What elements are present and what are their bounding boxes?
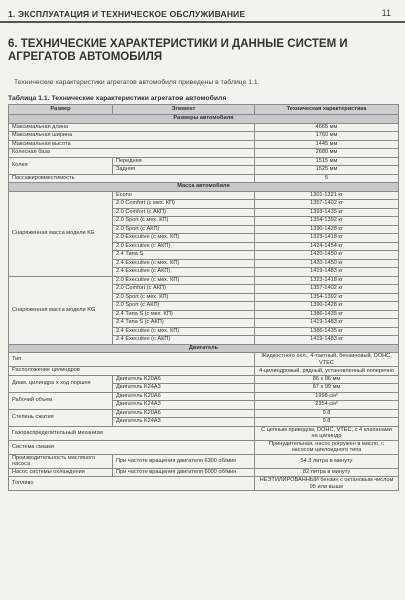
- table-row: [9, 140, 399, 149]
- table-row: [9, 440, 399, 454]
- row-value: 4-цилиндровый, рядный, установленный поперечно: [255, 367, 399, 376]
- row-element: 2.4 Типа S (с АКП): [113, 319, 255, 328]
- row-value: 1419-1483 кг: [255, 336, 399, 345]
- row-value: 1424-1454 кг: [255, 242, 399, 251]
- row-element: 2.0 Comfort (с мех. КП): [113, 200, 255, 209]
- column-header: Размер: [9, 105, 113, 115]
- table-row: [9, 149, 399, 158]
- row-element: 2.4 Executive (с мех. КП): [113, 259, 255, 268]
- row-value: Жидкостного охл., 4-тактный, бензиновый, DOHC, VTEC: [255, 353, 399, 367]
- table-row: [9, 174, 399, 183]
- row-element: Двигатель K24A3: [113, 401, 255, 410]
- row-value: 1357-1402 кг: [255, 200, 399, 209]
- row-value: 1420-1450 кг: [255, 251, 399, 260]
- row-element: 2.4 Типа S: [113, 251, 255, 260]
- row-value: 9.8: [255, 418, 399, 427]
- row-element: 2.0 Comfort (с АКП): [113, 208, 255, 217]
- row-value: 1323-1418 кг: [255, 234, 399, 243]
- table-row: [9, 132, 399, 141]
- row-label: Максимальная длина: [9, 123, 255, 132]
- table-row: [9, 353, 399, 367]
- row-element: Двигатель K24A3: [113, 384, 255, 393]
- table-row: [9, 454, 399, 468]
- row-element: 2.4 Executive (с АКП): [113, 268, 255, 277]
- row-label: Снаряженная масса модели KE: [9, 191, 113, 276]
- row-value: 1354-1392 кг: [255, 293, 399, 302]
- row-label: Колея: [9, 157, 113, 174]
- column-header: Элемент: [113, 105, 255, 115]
- row-value: 1386-1435 кг: [255, 327, 399, 336]
- row-value: 1525 мм: [255, 166, 399, 175]
- row-label: Максимальная высота: [9, 140, 255, 149]
- row-value: 1760 мм: [255, 132, 399, 141]
- row-label: Газораспределительный механизм: [9, 426, 255, 440]
- table-row: [9, 426, 399, 440]
- row-value: 1390-1428 кг: [255, 225, 399, 234]
- row-value: 1998 см³: [255, 392, 399, 401]
- table-row: [9, 367, 399, 376]
- row-element: 2.0 Executive (с мех. КП): [113, 234, 255, 243]
- row-value: 2354 см³: [255, 401, 399, 410]
- section-row-engine: Двигатель: [9, 344, 399, 353]
- table-row: [9, 477, 399, 491]
- row-element: Двигатель K20A6: [113, 409, 255, 418]
- row-element: Двигатель K20A6: [113, 375, 255, 384]
- row-label: Тип: [9, 353, 255, 367]
- row-value: 4665 мм: [255, 123, 399, 132]
- section-row-mass: Масса автомобиля: [9, 183, 399, 192]
- row-value: 1419-1483 кг: [255, 319, 399, 328]
- row-value: Принудительная, насос погружен в масло, с насосом циклоидного типа: [255, 440, 399, 454]
- page-header: [0, 0, 405, 26]
- row-value: С цепным приводом, DOHC, VTEC, с 4 клапанами на цилиндр: [255, 426, 399, 440]
- page-number: 11: [381, 8, 391, 18]
- table-row: [9, 392, 399, 401]
- row-element: 2.0 Sport (с АКП): [113, 302, 255, 311]
- row-element: Передняя: [113, 157, 255, 166]
- table-row: [9, 276, 399, 285]
- row-value: 9.8: [255, 409, 399, 418]
- row-value: 82 литра в минуту: [255, 468, 399, 477]
- row-element: Задняя: [113, 166, 255, 175]
- spec-table: [8, 104, 399, 491]
- row-value: 86 x 86 мм: [255, 375, 399, 384]
- row-value: 1386-1435 кг: [255, 310, 399, 319]
- table-body: [9, 115, 399, 491]
- row-value: 2680 мм: [255, 149, 399, 158]
- row-element: Econo: [113, 191, 255, 200]
- row-element: 2.0 Sport (с мех. КП): [113, 217, 255, 226]
- table-row: [9, 468, 399, 477]
- row-value: 1354-1392 кг: [255, 217, 399, 226]
- row-element: При частоте вращения двигателя 6000 об/мин: [113, 468, 255, 477]
- row-element: 2.0 Executive (с АКП): [113, 242, 255, 251]
- row-label: Расположение цилиндров: [9, 367, 255, 376]
- row-value: 1419-1483 кг: [255, 268, 399, 277]
- row-value: НЕЭТИЛИРОВАННЫЙ бензин с октановым числом 95 или выше: [255, 477, 399, 491]
- row-value: 1393-1435 кг: [255, 208, 399, 217]
- table-row: [9, 375, 399, 384]
- row-label: Пассажировместимость: [9, 174, 255, 183]
- table-row: [9, 123, 399, 132]
- row-label: Колесная база: [9, 149, 255, 158]
- page-title: 6. ТЕХНИЧЕСКИЕ ХАРАКТЕРИСТИКИ И ДАННЫЕ СИСТЕМ И АГРЕГАТОВ АВТОМОБИЛЯ: [8, 38, 348, 63]
- row-element: 2.4 Executive (с АКП): [113, 336, 255, 345]
- intro-text: Технические характеристики агрегатов автомобиля приведены в таблице 1.1.: [14, 79, 260, 86]
- row-label: Диам. цилиндра x ход поршня: [9, 375, 113, 392]
- row-label: Топливо: [9, 477, 255, 491]
- row-element: 2.0 Sport (с мех. КП): [113, 293, 255, 302]
- row-value: 1301-1321 кг: [255, 191, 399, 200]
- section-row-dimensions: Размеры автомобиля: [9, 115, 399, 124]
- row-value: 1323-1418 кг: [255, 276, 399, 285]
- section-header: 1. ЭКСПЛУАТАЦИЯ И ТЕХНИЧЕСКОЕ ОБСЛУЖИВАНИЕ: [8, 9, 246, 19]
- row-value: 1357-1402 кг: [255, 285, 399, 294]
- row-label: Рабочий объем: [9, 392, 113, 409]
- row-element: При частоте вращения двигателя 6300 об/мин: [113, 454, 255, 468]
- table-row: [9, 409, 399, 418]
- table-header-row: [9, 105, 399, 115]
- row-value: 1445 мм: [255, 140, 399, 149]
- row-element: 2.0 Sport (с АКП): [113, 225, 255, 234]
- row-element: 2.4 Типа S (с мех. КП): [113, 310, 255, 319]
- table-row: [9, 157, 399, 166]
- row-element: Двигатель K24A3: [113, 418, 255, 427]
- row-value: 87 x 99 мм: [255, 384, 399, 393]
- header-rule: [0, 21, 405, 23]
- row-value: 1420-1450 кг: [255, 259, 399, 268]
- row-label: Максимальная ширина: [9, 132, 255, 141]
- row-label: Снаряженная масса модели KG: [9, 276, 113, 344]
- row-label: Степень сжатия: [9, 409, 113, 426]
- table-caption: Таблица 1.1. Технические характеристики агрегатов автомобиля: [8, 95, 227, 102]
- row-value: 54.3 литра в минуту: [255, 454, 399, 468]
- row-value: 5: [255, 174, 399, 183]
- row-label: Насос системы охлаждения: [9, 468, 113, 477]
- row-value: 1515 мм: [255, 157, 399, 166]
- row-element: 2.0 Executive (с мех. КП): [113, 276, 255, 285]
- column-header: Техническая характеристика: [255, 105, 399, 115]
- row-element: 2.4 Executive (с мех. КП): [113, 327, 255, 336]
- table-row: [9, 191, 399, 200]
- row-value: 1390-1428 кг: [255, 302, 399, 311]
- row-element: 2.0 Comfort (с АКП): [113, 285, 255, 294]
- row-label: Производительность масляного насоса: [9, 454, 113, 468]
- row-element: Двигатель K20A6: [113, 392, 255, 401]
- row-label: Система смазки: [9, 440, 255, 454]
